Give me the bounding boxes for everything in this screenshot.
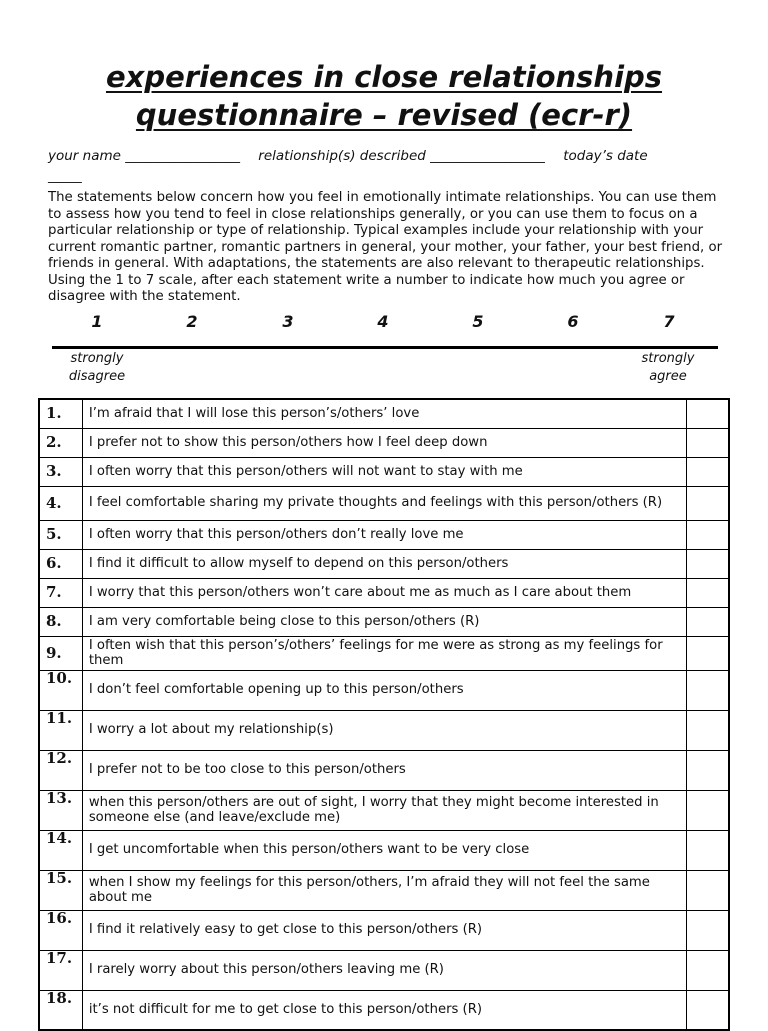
- item-statement: I often worry that this person/others don’t really love me: [82, 520, 686, 549]
- questionnaire-table: [38, 398, 730, 1031]
- item-number: 14.: [39, 830, 82, 870]
- response-cell[interactable]: [686, 457, 729, 486]
- response-cell[interactable]: [686, 950, 729, 990]
- questionnaire-row: [39, 830, 729, 870]
- questionnaire-row: [39, 910, 729, 950]
- response-cell[interactable]: [686, 830, 729, 870]
- item-number: 3.: [39, 457, 82, 486]
- item-number: 5.: [39, 520, 82, 549]
- item-number: 8.: [39, 607, 82, 636]
- response-cell[interactable]: [686, 578, 729, 607]
- response-cell[interactable]: [686, 549, 729, 578]
- item-statement: I worry a lot about my relationship(s): [82, 710, 686, 750]
- item-statement: when I show my feelings for this person/others, I’m afraid they will not feel the same about me: [82, 870, 686, 910]
- response-cell[interactable]: [686, 750, 729, 790]
- date-field-label: today’s date: [563, 148, 648, 164]
- response-cell[interactable]: [686, 910, 729, 950]
- item-statement: I rarely worry about this person/others leaving me (R): [82, 950, 686, 990]
- rating-scale: [0, 312, 768, 336]
- item-number: 2.: [39, 428, 82, 457]
- questionnaire-row: [39, 520, 729, 549]
- item-statement: I don’t feel comfortable opening up to this person/others: [82, 670, 686, 710]
- page-title: [0, 58, 768, 134]
- questionnaire-row: [39, 457, 729, 486]
- item-statement: I get uncomfortable when this person/others want to be very close: [82, 830, 686, 870]
- scale-number: 1: [91, 312, 103, 331]
- item-statement: I prefer not to be too close to this person/others: [82, 750, 686, 790]
- item-statement: I feel comfortable sharing my private thoughts and feelings with this person/others (R): [82, 486, 686, 520]
- item-number: 9.: [39, 636, 82, 670]
- title-line-2: questionnaire – revised (ecr-r): [135, 98, 633, 132]
- item-statement: I often wish that this person’s/others’ feelings for me were as strong as my feelings for them: [82, 636, 686, 670]
- questionnaire-row: [39, 950, 729, 990]
- item-statement: it’s not difficult for me to get close to this person/others (R): [82, 990, 686, 1030]
- questionnaire-row: [39, 670, 729, 710]
- scale-number: 5: [472, 312, 484, 331]
- name-field[interactable]: your name _________________: [48, 148, 240, 164]
- item-number: 15.: [39, 870, 82, 910]
- response-cell[interactable]: [686, 790, 729, 830]
- response-cell[interactable]: [686, 607, 729, 636]
- item-number: 16.: [39, 910, 82, 950]
- questionnaire-row: [39, 549, 729, 578]
- questionnaire-row: [39, 990, 729, 1030]
- questionnaire-row: [39, 750, 729, 790]
- instructions: The statements below concern how you feel in emotionally intimate relationships. You can use them to assess how you tend to feel in close relationships generally, or you can use them to focus on a particular relationship or type of relationship. Typical examples include your relationship with your current romantic partner, romantic partners in general, your mother, your father, your best friend, or friends in general. With adaptations, the statements are also relevant to therapeutic relationships. Using the 1 to 7 scale, after each statement write a number to indicate how much you agree or disagree with the statement.: [48, 190, 723, 304]
- questionnaire-row: [39, 428, 729, 457]
- item-statement: when this person/others are out of sight, I worry that they might become interested in someone else (and leave/exclude me): [82, 790, 686, 830]
- scale-anchor-left: strongly disagree: [68, 351, 126, 384]
- scale-number: 3: [282, 312, 294, 331]
- questionnaire-row: [39, 870, 729, 910]
- response-cell[interactable]: [686, 636, 729, 670]
- item-statement: I am very comfortable being close to this person/others (R): [82, 607, 686, 636]
- item-number: 7.: [39, 578, 82, 607]
- response-cell[interactable]: [686, 520, 729, 549]
- scale-number: 4: [377, 312, 389, 331]
- scale-divider: [52, 346, 718, 349]
- response-cell[interactable]: [686, 399, 729, 428]
- questionnaire-row: [39, 790, 729, 830]
- questionnaire-row: [39, 399, 729, 428]
- questionnaire-row: [39, 486, 729, 520]
- response-cell[interactable]: [686, 990, 729, 1030]
- item-number: 4.: [39, 486, 82, 520]
- relationship-field[interactable]: relationship(s) described _________________: [258, 148, 545, 164]
- questionnaire-row: [39, 710, 729, 750]
- item-number: 18.: [39, 990, 82, 1030]
- item-number: 13.: [39, 790, 82, 830]
- item-number: 1.: [39, 399, 82, 428]
- item-statement: I prefer not to show this person/others how I feel deep down: [82, 428, 686, 457]
- item-statement: I often worry that this person/others will not want to stay with me: [82, 457, 686, 486]
- questionnaire-row: [39, 607, 729, 636]
- title-line-1: experiences in close relationships: [105, 60, 663, 94]
- respondent-fields: [48, 146, 728, 186]
- item-number: 12.: [39, 750, 82, 790]
- questionnaire-row: [39, 636, 729, 670]
- questionnaire-row: [39, 578, 729, 607]
- item-statement: I worry that this person/others won’t care about me as much as I care about them: [82, 578, 686, 607]
- item-number: 17.: [39, 950, 82, 990]
- item-statement: I find it difficult to allow myself to depend on this person/others: [82, 549, 686, 578]
- scale-number: 6: [567, 312, 579, 331]
- scale-anchor-right: strongly agree: [641, 351, 695, 384]
- response-cell[interactable]: [686, 486, 729, 520]
- item-statement: I’m afraid that I will lose this person’s/others’ love: [82, 399, 686, 428]
- item-statement: I find it relatively easy to get close to this person/others (R): [82, 910, 686, 950]
- item-number: 6.: [39, 549, 82, 578]
- item-number: 10.: [39, 670, 82, 710]
- scale-number: 2: [186, 312, 198, 331]
- response-cell[interactable]: [686, 870, 729, 910]
- response-cell[interactable]: [686, 670, 729, 710]
- response-cell[interactable]: [686, 428, 729, 457]
- item-number: 11.: [39, 710, 82, 750]
- scale-number: 7: [663, 312, 675, 331]
- response-cell[interactable]: [686, 710, 729, 750]
- date-field[interactable]: _____: [48, 168, 82, 184]
